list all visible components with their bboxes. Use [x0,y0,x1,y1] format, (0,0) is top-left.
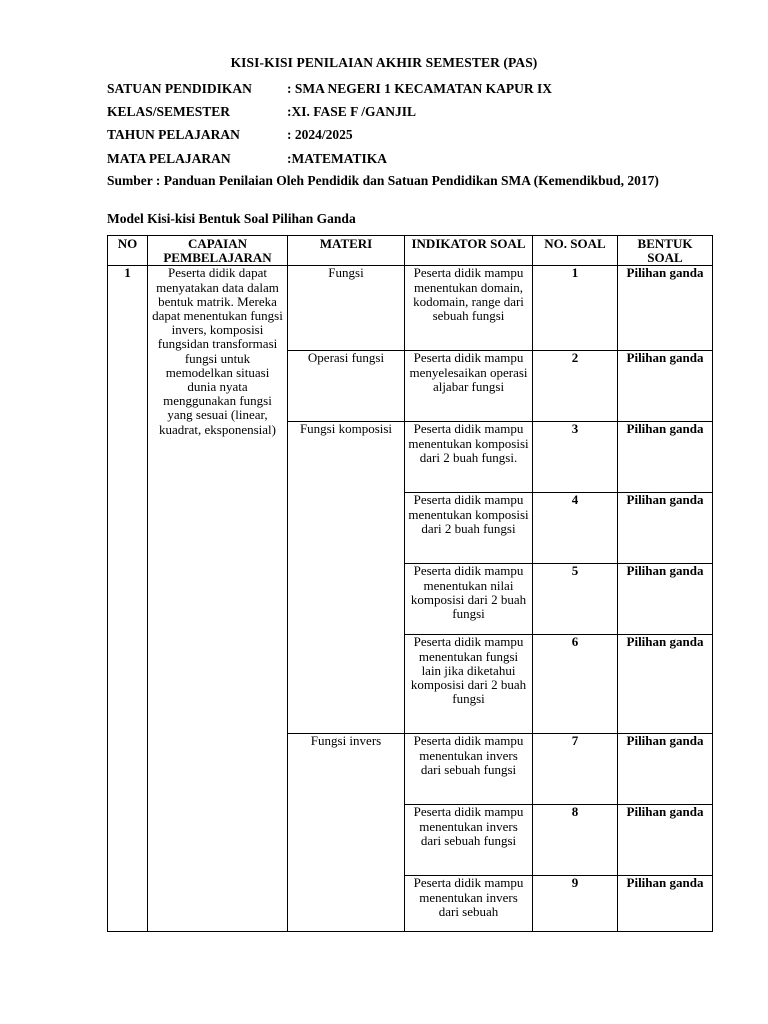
bentuk-cell: Pilihan ganda [618,351,713,422]
table-header-row [108,236,713,266]
row-number: 1 [108,266,148,932]
meta-label: SATUAN PENDIDIKAN [107,81,252,96]
no-soal-cell: 8 [533,805,618,876]
document-title: KISI-KISI PENILAIAN AKHIR SEMESTER (PAS) [230,55,538,70]
bentuk-cell: Pilihan ganda [618,564,713,635]
header-no: NO [108,236,148,266]
meta-value: :XI. FASE F /GANJIL [287,104,417,119]
bentuk-cell: Pilihan ganda [618,635,713,734]
source-text: Sumber : Panduan Penilaian Oleh Pendidik dan Satuan Pendidikan SMA (Kemendikbud, 2017) [107,173,659,188]
indikator-cell: Peserta didik mampu menentukan komposisi dari 2 buah fungsi [405,493,533,564]
header-indikator: INDIKATOR SOAL [405,236,533,266]
bentuk-cell: Pilihan ganda [618,805,713,876]
table-row [108,266,713,351]
meta-row-mapel [107,151,387,167]
materi-cell: Fungsi invers [288,734,405,932]
no-soal-cell: 1 [533,266,618,351]
meta-label: KELAS/SEMESTER [107,104,231,119]
meta-row-kelas [107,104,416,120]
meta-value: :MATEMATIKA [287,151,387,166]
capaian-cell: Peserta didik dapat menyatakan data dalam bentuk matrik. Mereka dapat menentukan fungsi invers, komposisi fungsidan transformasi fungsi untuk memodelkan situasi dunia nyata menggunakan fungsi yang sesuai (linear, kuadrat, eksponensial) [148,266,288,932]
materi-cell: Fungsi [288,266,405,351]
kisi-kisi-table [107,235,713,932]
model-heading: Model Kisi-kisi Bentuk Soal Pilihan Ganda [107,211,356,226]
no-soal-cell: 6 [533,635,618,734]
indikator-cell: Peserta didik mampu menentukan invers dari sebuah fungsi [405,805,533,876]
indikator-cell: Peserta didik mampu menentukan komposisi dari 2 buah fungsi. [405,422,533,493]
meta-row-tahun [107,127,353,143]
indikator-cell: Peserta didik mampu menentukan invers dari sebuah [405,876,533,932]
indikator-cell: Peserta didik mampu menyelesaikan operasi aljabar fungsi [405,351,533,422]
no-soal-cell: 7 [533,734,618,805]
materi-cell: Fungsi komposisi [288,422,405,734]
meta-value: : 2024/2025 [287,127,353,142]
no-soal-cell: 2 [533,351,618,422]
indikator-cell: Peserta didik mampu menentukan domain, kodomain, range dari sebuah fungsi [405,266,533,351]
header-materi: MATERI [288,236,405,266]
no-soal-cell: 9 [533,876,618,932]
indikator-cell: Peserta didik mampu menentukan invers dari sebuah fungsi [405,734,533,805]
no-soal-cell: 5 [533,564,618,635]
bentuk-cell: Pilihan ganda [618,493,713,564]
header-no-soal: NO. SOAL [533,236,618,266]
meta-value: : SMA NEGERI 1 KECAMATAN KAPUR IX [287,81,553,96]
no-soal-cell: 4 [533,493,618,564]
bentuk-cell: Pilihan ganda [618,422,713,493]
indikator-cell: Peserta didik mampu menentukan nilai komposisi dari 2 buah fungsi [405,564,533,635]
meta-row-satuan [107,81,552,97]
bentuk-cell: Pilihan ganda [618,266,713,351]
meta-label: TAHUN PELAJARAN [107,127,240,142]
no-soal-cell: 3 [533,422,618,493]
bentuk-cell: Pilihan ganda [618,734,713,805]
meta-label: MATA PELAJARAN [107,151,231,166]
materi-cell: Operasi fungsi [288,351,405,422]
header-bentuk: BENTUK SOAL [618,236,713,266]
indikator-cell: Peserta didik mampu menentukan fungsi lain jika diketahui komposisi dari 2 buah fungsi [405,635,533,734]
bentuk-cell: Pilihan ganda [618,876,713,932]
header-capaian: CAPAIAN PEMBELAJARAN [148,236,288,266]
